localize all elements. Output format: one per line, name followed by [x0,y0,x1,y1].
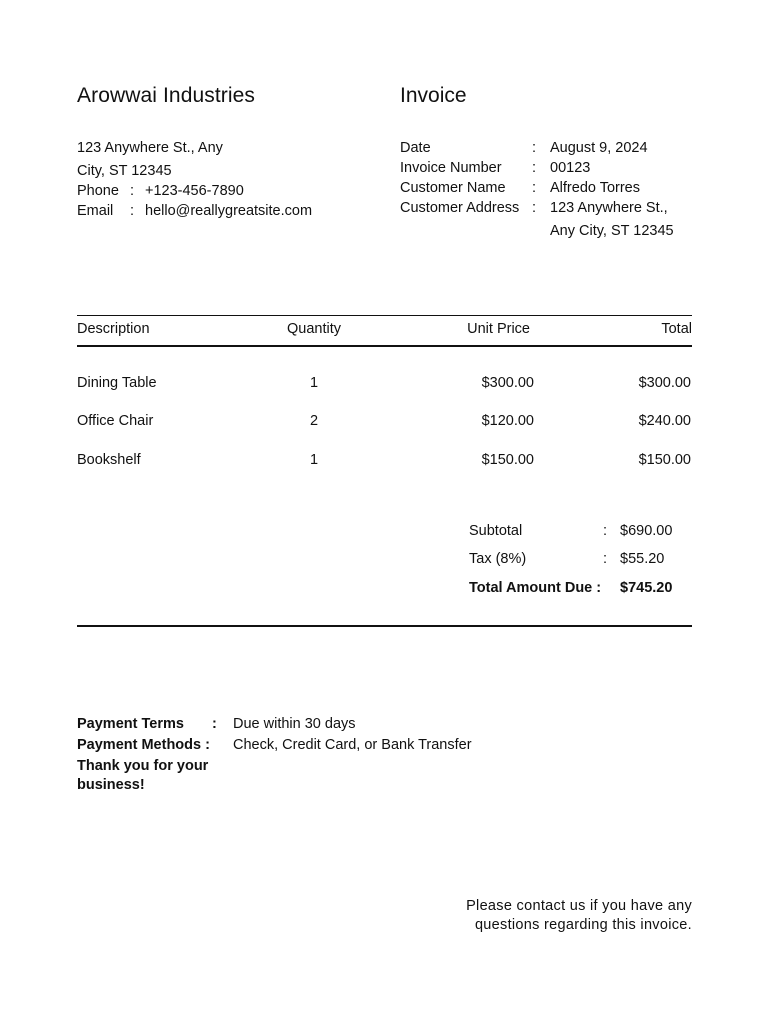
email-colon: : [130,203,135,219]
total-due-label: Total Amount Due : [469,580,602,596]
column-header-total: Total [661,321,692,337]
tax-colon: : [603,551,608,567]
date-colon: : [532,140,537,156]
invoice-date: August 9, 2024 [550,140,648,156]
date-label: Date [400,140,431,156]
phone-label: Phone [77,183,119,199]
row-total: $150.00 [638,452,691,468]
payment-methods-value: Check, Credit Card, or Bank Transfer [233,737,472,753]
invoice-number-label: Invoice Number [400,160,502,176]
row-unit-price: $120.00 [481,413,534,429]
customer-address-colon: : [532,200,537,216]
customer-address-label: Customer Address [400,200,520,216]
row-total: $300.00 [638,375,691,391]
row-unit-price: $150.00 [481,452,534,468]
table-header-rule [77,345,692,347]
total-due-value: $745.20 [620,580,673,596]
row-quantity: 2 [309,413,319,429]
company-address-line1: 123 Anywhere St., Any [77,140,223,156]
payment-terms-label: Payment Terms [77,716,184,732]
row-description: Dining Table [77,375,157,391]
payment-terms-colon: : [212,716,217,732]
invoice-title: Invoice [400,84,467,107]
payment-methods-label: Payment Methods : [77,737,210,753]
customer-address-line2: Any City, ST 12345 [550,223,674,239]
tax-label: Tax (8%) [469,551,527,567]
email-value: hello@reallygreatsite.com [145,203,313,219]
row-unit-price: $300.00 [481,375,534,391]
column-header-description: Description [77,321,150,337]
invoice-number-colon: : [532,160,537,176]
row-total: $240.00 [638,413,691,429]
thank-you-note: Thank you for your business! [77,758,209,793]
subtotal-label: Subtotal [469,523,523,539]
customer-address-line1: 123 Anywhere St., [550,200,668,216]
invoice-number: 00123 [550,160,591,176]
customer-name-label: Customer Name [400,180,506,196]
phone-value: +123-456-7890 [145,183,244,199]
subtotal-colon: : [603,523,608,539]
column-header-unit-price: Unit Price [467,321,530,337]
table-top-rule [77,315,692,316]
contact-note: Please contact us if you have any questions regarding this invoice. [466,898,692,933]
company-name: Arowwai Industries [77,84,256,107]
payment-terms-value: Due within 30 days [233,716,356,732]
customer-name: Alfredo Torres [550,180,640,196]
totals-bottom-rule [77,625,692,627]
company-address-line2: City, ST 12345 [77,163,172,179]
column-header-quantity: Quantity [287,321,341,337]
tax-value: $55.20 [620,551,665,567]
email-label: Email [77,203,114,219]
row-quantity: 1 [309,452,319,468]
row-quantity: 1 [309,375,319,391]
row-description: Bookshelf [77,452,141,468]
row-description: Office Chair [77,413,154,429]
phone-colon: : [130,183,135,199]
customer-name-colon: : [532,180,537,196]
subtotal-value: $690.00 [620,523,673,539]
